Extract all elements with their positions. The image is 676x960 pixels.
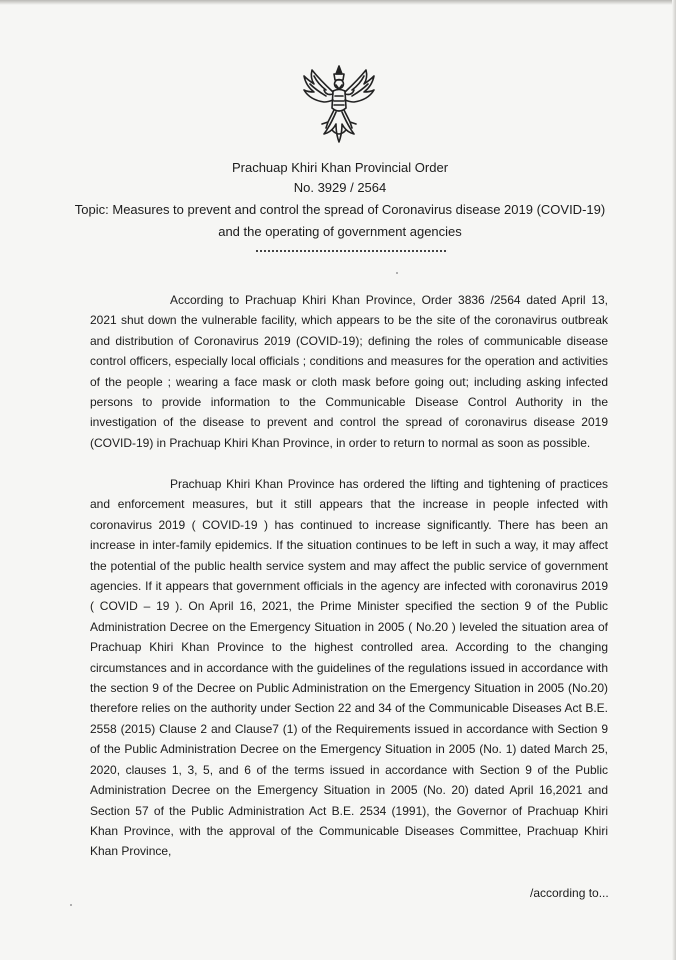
body-paragraph-1 — [90, 290, 608, 453]
continuation-note: /according to... — [530, 886, 609, 900]
page-edge-shadow — [0, 0, 676, 5]
garuda-emblem-icon — [300, 64, 378, 148]
paragraph-text: According to Prachuap Khiri Khan Province, Order 3836 /2564 dated April 13, 2021 shut down the vulnerable facility, which appears to be the site of the coronavirus outbreak and distribution of Coronavirus 2019 (COVID-19); defining the roles of communicable disease control officers, especially local officials ; conditions and measures for the operation and activities of the people ; wearing a face mask or cloth mask before going out; including asking infected persons to provide information to the Communicable Disease Control Authority in the investigation of the disease to prevent and control the spread of coronavirus disease 2019 (COVID-19) in Prachuap Khiri Khan Province, in order to return to normal as soon as possible. — [90, 293, 608, 450]
dotted-separator — [256, 250, 446, 255]
topic-line-continued: and the operating of government agencies — [218, 224, 462, 239]
body-paragraph-2 — [90, 474, 608, 862]
paper-speck — [396, 272, 398, 274]
order-number: No. 3929 / 2564 — [293, 180, 387, 195]
topic-line: Topic: Measures to prevent and control the spread of Coronavirus disease 2019 (COVID-19) — [74, 202, 606, 217]
order-title: Prachuap Khiri Khan Provincial Order — [231, 160, 449, 175]
paragraph-text: Prachuap Khiri Khan Province has ordered the lifting and tightening of practices and enforcement measures, but it still appears that the increase in people infected with coronavirus 2019 ( COVID-19 ) has continued to increase significantly. There has been an increase in inter-family epidemics. If the situation continues to be left in such a way, it may affect the potential of the public health service system and may affect the public service of government agencies. If it appears that government officials in the agency are infected with coronavirus 2019 ( COVID – 19 ). On April 16, 2021, the Prime Minister specified the section 9 of the Public Administration Decree on the Emergency Situation in 2005 ( No.20 ) leveled the situation area of Prachuap Khiri Khan Province to the highest controlled area. According to the changing circumstances and in accordance with the guidelines of the regulations issued in accordance with the section 9 of the Decree on Public Administration on the Emergency Situation in 2005 (No.20) therefore relies on the authority under Section 22 and 34 of the Communicable Diseases Act B.E. 2558 (2015) Clause 2 and Clause7 (1) of the Requirements issued in accordance with Section 9 of the Public Administration Decree on the Emergency Situation in 2005 (No. 1) dated March 25, 2020, clauses 1, 3, 5, and 6 of the terms issued in accordance with Section 9 of the Public Administration Decree on the Emergency Situation in 2005 (No. 20) dated April 16,2021 and Section 57 of the Public Administration Act B.E. 2534 (1991), the Governor of Prachuap Khiri Khan Province, with the approval of the Communicable Diseases Committee, Prachuap Khiri Khan Province, — [90, 477, 608, 859]
paper-speck — [70, 904, 72, 906]
page-edge-shadow — [672, 0, 676, 960]
